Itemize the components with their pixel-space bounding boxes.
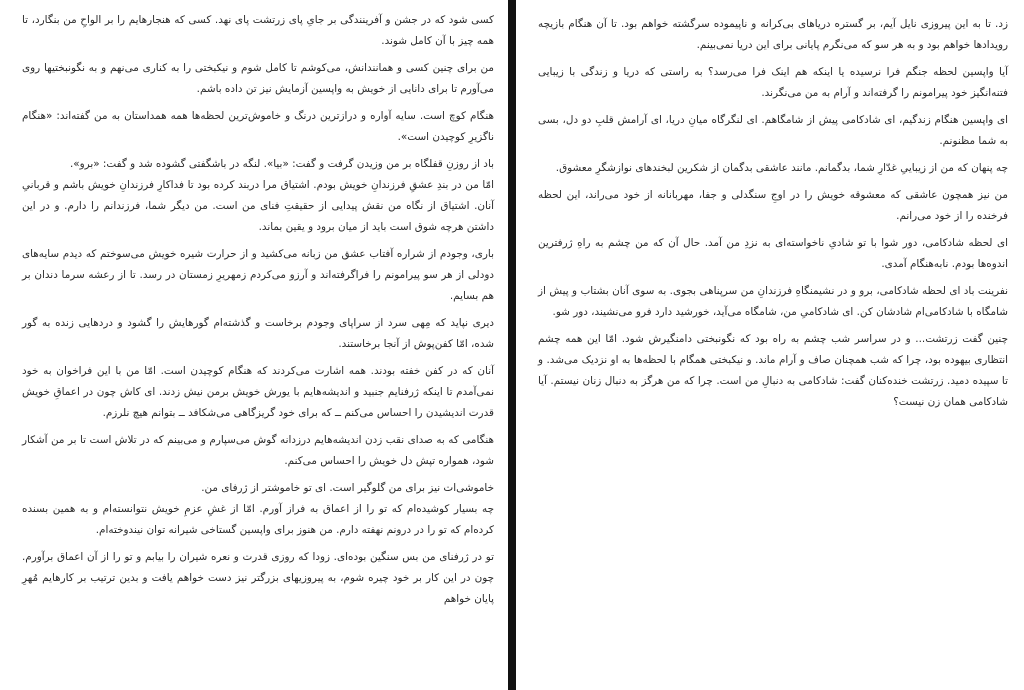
left-paragraph: تو در ژرفنای من بس سنگین بوده‌ای. زودا که روزی قدرت و نعره شیران را بیابم و تو را از آن اعماق برآورم. چون در این کار بر خود چیره شوم، به پیروزیهای بزرگتر نیز دست خواهم یافت و بدین ترتیب بر کارهایم مُهرِ پایان خواهم [22, 551, 494, 605]
left-page [0, 0, 508, 690]
left-paragraph: من برای چنین کسی و همانندانش، می‌کوشم تا کامل شوم و نیکبختی را به کناری می‌نهم و به نگونبختیها روی می‌آورم تا برای دانایی از خویش به واپسین آزمایش نیز تن داده باشم. [22, 62, 494, 95]
left-paragraph: کسی شود که در جشن و آفرینندگی بر جایِ پای زرتشت پای نهد. کسی که هنجارهایم را بر الواحِ من بنگارد، تا همه چیز با آن کامل شوند. [22, 14, 494, 47]
left-paragraph: امّا من در بندِ عشقِ فرزندانِ خویش بودم. اشتیاق مرا دربند کرده بود تا فداکارِ فرزندانِ خویش باشم و قربانیِ آنان. اشتیاق از نگاه من نقش پیدایی از حقیقتِ فنای من است. من دیگر شما، فرزندانم را دارم. و در این داشتن هرچه شوق است باید از میان برود و یقین بماند. [22, 179, 494, 233]
right-paragraph: چنین گفت زرتشت... و در سراسر شب چشم به راه بود که نگونبختی دامنگیرش شود. امّا این همه چشم انتظاری بیهوده بود، چرا که شب همچنان صاف و آرام ماند. و نیکبختی همگام با لحظه‌ها به او نزدیک می‌شد. و تا سپیده دمید. زرتشت خنده‌کنان گفت: شادکامی به دنبالِ من است. چرا که من هرگز به دنبال زنان نیستم. آیا شادکامی همان زن نیست؟ [538, 333, 1008, 408]
page-gutter [508, 0, 516, 690]
right-paragraph: چه پنهان که من از زیباییِ غدّارِ شما، بدگمانم. مانند عاشقی بدگمان از شکرین لبخندهای نوازشگرِ معشوق. [555, 162, 1008, 174]
left-paragraph: چه بسیار کوشیده‌ام که تو را از اعماق به فراز آورم. امّا از غشِ عزمِ خویش نتوانسته‌ام و به همین بسنده کرده‌ام که تو را در درونم نهفته دارم. من هنوز برای واپسین گستاخی شیرانه توان نیندوخته‌ام. [22, 503, 494, 536]
left-paragraph: هنگام کوچ است. سایه آواره و درازترین درنگ و خاموش‌ترین لحظه‌ها همه همداستان به من گفته‌اند: «هنگام ناگزیرِ کوچیدن است». [22, 110, 494, 143]
right-paragraph: ای واپسین هنگام زندگیم، ای شادکامی پیش از شامگاهم. ای لنگرگاه میانِ دریا، ای آرامش قلبِ دو دل، بسی به شما مظنونم. [538, 114, 1008, 147]
left-paragraph: آنان که در کفن خفته بودند. همه اشارت می‌کردند که هنگام کوچیدن است. امّا من با این فراخوان به خود نمی‌آمدم تا اینکه ژرفنایم جنبید و اندیشه‌هایم با یورش خویش برمن نیش زدند. ای کاش چون در اعماقِ خویش قدرت اندیشیدن را احساس می‌کنم ــ که برای خود گریزگاهی می‌شکافد ــ بتوانم هیچ نلرزم. [22, 365, 494, 419]
right-paragraph: زد. تا به این پیروزی نایل آیم، بر گستره دریاهای بی‌کرانه و ناپیموده سرگشته خواهم بود. تا آن هنگام بازیچه رویدادها خواهم بود و به هر سو که می‌نگرم پایانی برای این دریا نمی‌بینم. [538, 18, 1008, 51]
left-paragraph: خاموشی‌ات نیز برای من گلوگیر است. ای تو خاموشتر از ژرفای من. [201, 482, 494, 494]
left-paragraph: باد از روزنِ قفلگاه بر من وزیدن گرفت و گفت: «بیا». لنگه در باشگفتی گشوده شد و گفت: «برو». [69, 158, 494, 170]
right-paragraph: ای لحظه شادکامی، دور شوا با تو شادیِ ناخواسته‌ای به نزدِ من آمد. حال آن که من چشم به راهِ ژرفترین اندوه‌ها بودم. نابه‌هنگام آمدی. [538, 237, 1008, 270]
right-paragraph: آیا واپسین لحظه جنگم فرا نرسیده یا اینکه هم اینک فرا می‌رسد؟ به راستی که دریا و زندگی با زیبایی فتنه‌انگیز خود پیرامونم را گرفته‌اند و آرام به من می‌نگرند. [538, 66, 1008, 99]
left-paragraph: دیری نپاید که مِهی سرد از سراپای وجودم برخاست و گذشته‌ام گورهایش را گشود و دردهایی زنده به گور شده، امّا کفن‌پوش از آنجا برخاستند. [22, 317, 494, 350]
left-paragraph: هنگامی که به صدای نقب زدن اندیشه‌هایم درزدانه گوش می‌سپارم و می‌بینم که در تلاش است تا بر من آشکار شود، همواره تپش دل خویش را احساس می‌کنم. [22, 434, 494, 467]
right-paragraph: من نیز همچون عاشقی که معشوقه خویش را در اوجِ سنگدلی و جفا، مهربانانه از خود می‌راند، این لحظه فرخنده را از خود می‌رانم. [538, 189, 1008, 222]
right-page [516, 0, 1024, 690]
left-paragraph: باری، وجودم از شراره آفتاب عشق من زبانه می‌کشید و از حرارت شیره خویش می‌سوختم که دیدم سایه‌های دودلی از هر سو پیرامونم را فراگرفته‌اند و آرزو می‌کردم زمهریرِ زمستان در رسد. تا از رعشه سرما دندان بر هم بسایم. [22, 248, 494, 302]
right-paragraph: نفرینت باد ای لحظه شادکامی، برو و در نشیمنگاهِ فرزندانِ من سرپناهی بجوی. به سوی آنان بشتاب و پیش از شامگاه با شادکامی‌ام شادشان کن. ای شادکامیِ من، شامگاه می‌آید، خورشید دارد فرو می‌نشیند، دور شو. [538, 285, 1008, 318]
